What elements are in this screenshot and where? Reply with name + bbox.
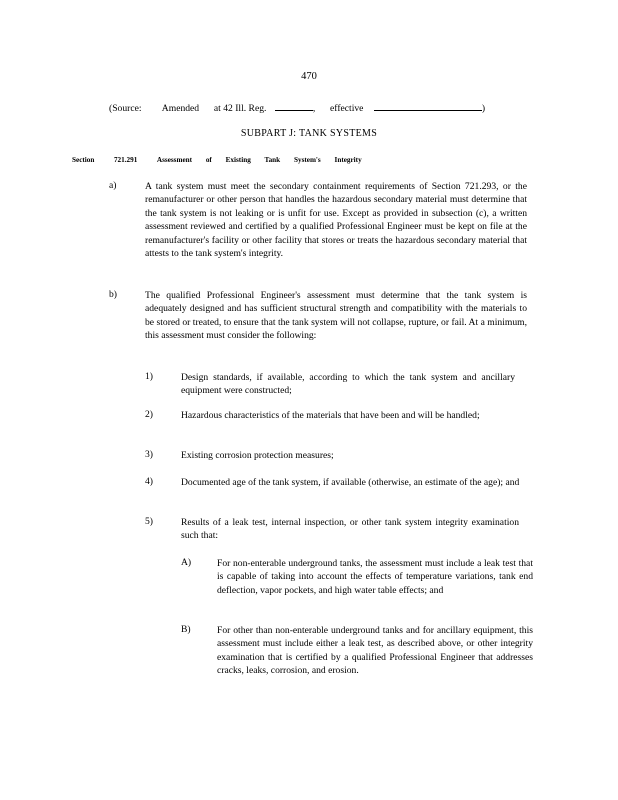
section-heading [72, 156, 362, 164]
section-number: 721.291 [113, 156, 138, 164]
item-b3-text [181, 449, 515, 462]
item-b5A-text [217, 557, 533, 597]
item-b2-label: 2) [145, 409, 153, 420]
item-b1-paragraph: Design standards, if available, according to which the tank system and ancillary equipment were constructed; [181, 372, 515, 397]
item-a-text [145, 180, 527, 260]
item-b5-label: 5) [145, 516, 153, 527]
register-blank [275, 101, 313, 111]
item-a-label: a) [109, 180, 117, 191]
item-b2-paragraph: Hazardous characteristics of the materials that have been and will be handled; [181, 410, 480, 421]
source-close: ) [481, 103, 486, 114]
subpart-title: SUBPART J: TANK SYSTEMS [240, 128, 378, 139]
source-effective: effective [330, 103, 364, 114]
page-number: 470 [301, 71, 317, 82]
item-b-label: b) [109, 289, 117, 300]
item-b2-text [181, 409, 515, 422]
source-open: (Source: [109, 103, 142, 114]
item-b5-paragraph: Results of a leak test, internal inspection, or other tank system integrity examination such that: [181, 517, 519, 542]
item-b1-label: 1) [145, 371, 153, 382]
item-b4-text [181, 476, 537, 489]
source-comma: , [312, 103, 316, 114]
item-b5-text [181, 516, 519, 543]
item-b5B-label: B) [181, 624, 191, 635]
item-b4-label: 4) [145, 476, 153, 487]
item-b3-paragraph: Existing corrosion protection measures; [181, 450, 334, 461]
source-note [109, 101, 485, 114]
item-b5A-paragraph: For non-enterable underground tanks, the assessment must include a leak test that is capable of taking into account the effects of temperature variations, tank end deflection, vapor pockets, and high water table effects; and [217, 558, 533, 596]
section-label: Section [72, 156, 95, 164]
source-amended: Amended [161, 103, 200, 114]
item-b-paragraph: The qualified Professional Engineer's assessment must determine that the tank system is adequately designed and has sufficient structural strength and compatibility with the materials to be stored or treated, to ensure that the tank system will not collapse, rupture, or fail. At a minimum, this assessment must consider the following: [145, 290, 527, 342]
item-b3-label: 3) [145, 449, 153, 460]
source-register: at 42 Ill. Reg. [213, 103, 267, 114]
item-a-paragraph: A tank system must meet the secondary containment requirements of Section 721.293, or the remanufacturer or other person that handles the hazardous secondary material must determine that the tank system is not leaking or is unfit for use. Except as provided in subsection (c), a written assessment reviewed and certified by a qualified Professional Engineer must be kept on file at the remanufacturer's facility or other facility that stores or treats the hazardous secondary material that attests to the tank system's integrity. [145, 181, 527, 260]
item-b5B-text [217, 624, 533, 678]
item-b5B-paragraph: For other than non-enterable underground tanks and for ancillary equipment, this assessment must include either a leak test, as described above, or other integrity examination that is certified by a qualified Professional Engineer that addresses cracks, leaks, corrosion, and erosion. [217, 625, 533, 677]
item-b-text [145, 289, 527, 343]
section-title: Assessment of Existing Tank System's Integrity [156, 156, 362, 164]
item-b4-paragraph: Documented age of the tank system, if available (otherwise, an estimate of the age); and [181, 477, 520, 488]
effective-date-blank [374, 101, 482, 111]
item-b5A-label: A) [181, 557, 192, 568]
item-b1-text [181, 371, 515, 398]
